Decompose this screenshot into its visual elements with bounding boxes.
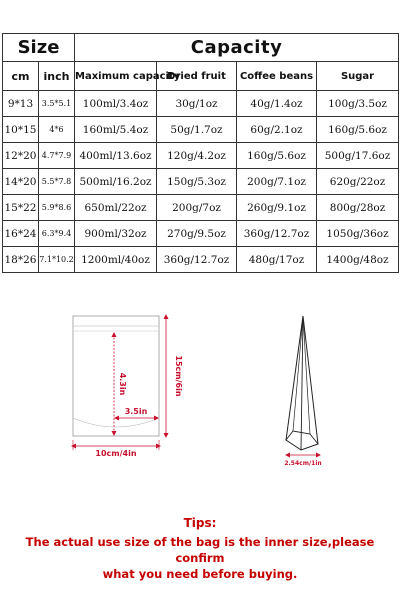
col-coffee-beans: Coffee beans [237, 62, 317, 91]
capacity-header: Capacity [75, 34, 399, 62]
cell-inch: 5.9*8.6 [39, 195, 75, 221]
tips-note [0, 516, 400, 582]
cell-dried-fruit: 270g/9.5oz [157, 221, 237, 247]
inner-width-label: 3.5in [124, 407, 148, 416]
width-label: 10cm/4in [95, 449, 137, 458]
col-inch: inch [39, 62, 75, 91]
bag-diagram [0, 310, 400, 470]
cell-dried-fruit: 50g/1.7oz [157, 117, 237, 143]
table-body [3, 91, 399, 273]
cell-inch: 7.1*10.2 [39, 247, 75, 273]
cell-cm: 16*24 [3, 221, 39, 247]
capacity-table [2, 33, 399, 273]
table-row [3, 221, 399, 247]
cell-max-capacity: 100ml/3.4oz [75, 91, 157, 117]
cell-inch: 4.7*7.9 [39, 143, 75, 169]
cell-cm: 9*13 [3, 91, 39, 117]
cell-inch: 3.5*5.1 [39, 91, 75, 117]
col-cm: cm [3, 62, 39, 91]
cell-sugar: 160g/5.6oz [317, 117, 399, 143]
cell-dried-fruit: 30g/1oz [157, 91, 237, 117]
cell-inch: 5.5*7.8 [39, 169, 75, 195]
cell-dried-fruit: 150g/5.3oz [157, 169, 237, 195]
cell-cm: 14*20 [3, 169, 39, 195]
cell-max-capacity: 500ml/16.2oz [75, 169, 157, 195]
gusset-label: 2.54cm/1in [284, 460, 322, 467]
cell-cm: 15*22 [3, 195, 39, 221]
cell-max-capacity: 1200ml/40oz [75, 247, 157, 273]
cell-coffee-beans: 360g/12.7oz [237, 221, 317, 247]
table-row [3, 247, 399, 273]
cell-dried-fruit: 120g/4.2oz [157, 143, 237, 169]
table-row [3, 91, 399, 117]
table-row [3, 143, 399, 169]
size-header: Size [3, 34, 75, 62]
cell-sugar: 620g/22oz [317, 169, 399, 195]
cell-sugar: 1400g/48oz [317, 247, 399, 273]
inner-height-label: 4.3in [118, 372, 127, 396]
cell-max-capacity: 160ml/5.4oz [75, 117, 157, 143]
cell-max-capacity: 650ml/22oz [75, 195, 157, 221]
cell-coffee-beans: 40g/1.4oz [237, 91, 317, 117]
cell-cm: 10*15 [3, 117, 39, 143]
cell-max-capacity: 400ml/13.6oz [75, 143, 157, 169]
cell-max-capacity: 900ml/32oz [75, 221, 157, 247]
table-header-row [3, 34, 399, 62]
cell-cm: 18*26 [3, 247, 39, 273]
table-row [3, 117, 399, 143]
table-row [3, 169, 399, 195]
tips-line-2: what you need before buying. [102, 567, 298, 581]
cell-sugar: 100g/3.5oz [317, 91, 399, 117]
cell-cm: 12*20 [3, 143, 39, 169]
cell-sugar: 1050g/36oz [317, 221, 399, 247]
bag-side-view [284, 316, 321, 467]
height-label: 15cm/6in [174, 355, 183, 397]
cell-coffee-beans: 160g/5.6oz [237, 143, 317, 169]
table-subheader-row [3, 62, 399, 91]
bag-front-view [71, 314, 183, 458]
col-dried-fruit: Dried fruit [157, 62, 237, 91]
cell-coffee-beans: 480g/17oz [237, 247, 317, 273]
cell-inch: 6.3*9.4 [39, 221, 75, 247]
cell-coffee-beans: 260g/9.1oz [237, 195, 317, 221]
tips-line-1: The actual use size of the bag is the inner size,please confirm [25, 535, 375, 565]
cell-sugar: 800g/28oz [317, 195, 399, 221]
cell-inch: 4*6 [39, 117, 75, 143]
table-row [3, 195, 399, 221]
cell-sugar: 500g/17.6oz [317, 143, 399, 169]
cell-coffee-beans: 200g/7.1oz [237, 169, 317, 195]
col-sugar: Sugar [317, 62, 399, 91]
cell-dried-fruit: 360g/12.7oz [157, 247, 237, 273]
tips-title: Tips: [183, 516, 217, 530]
col-max-capacity: Maximum capacity [75, 62, 157, 91]
cell-coffee-beans: 60g/2.1oz [237, 117, 317, 143]
cell-dried-fruit: 200g/7oz [157, 195, 237, 221]
